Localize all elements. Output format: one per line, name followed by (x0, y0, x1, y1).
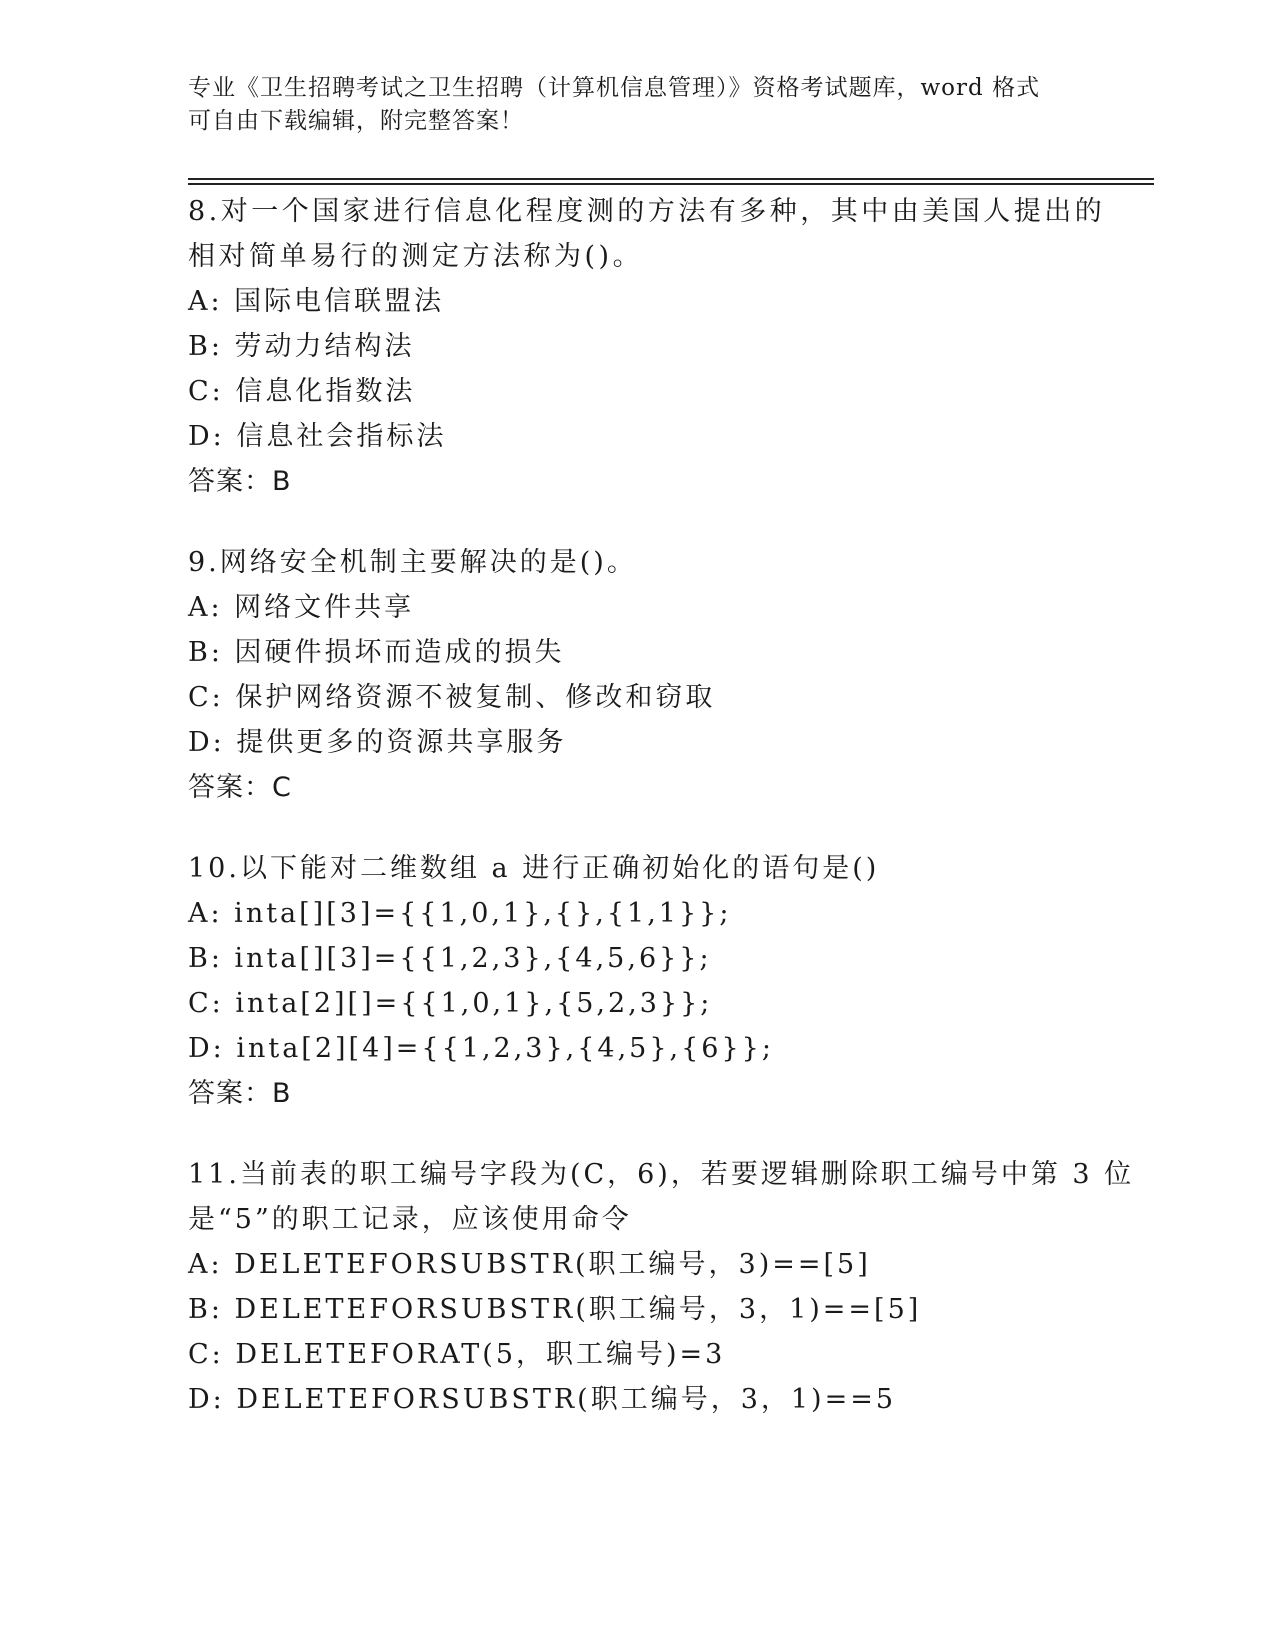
option-d: D: 信息社会指标法 (188, 421, 447, 452)
question-list (188, 189, 1148, 1458)
question-stem-line-1: 9.网络安全机制主要解决的是()。 (188, 547, 637, 578)
option-d: D: inta[2][4]={{1,2,3},{4,5},{6}}; (188, 1033, 774, 1064)
question-stem-line-2: 相对简单易行的测定方法称为()。 (188, 241, 644, 272)
answer-line: 答案：B (188, 466, 292, 497)
option-c: C: 信息化指数法 (188, 376, 416, 407)
answer-line: 答案：C (188, 772, 292, 803)
option-c: C: DELETEFORAT(5，职工编号)=3 (188, 1339, 726, 1370)
question-9 (188, 540, 1148, 810)
question-stem-line-1: 11.当前表的职工编号字段为(C，6)，若要逻辑删除职工编号中第 3 位 (188, 1159, 1135, 1190)
option-a: A: inta[][3]={{1,0,1},{},{1,1}}; (188, 898, 732, 929)
document-header (188, 72, 1088, 138)
answer-line: 答案：B (188, 1078, 292, 1109)
option-b: B: 劳动力结构法 (188, 331, 415, 362)
option-a: A: DELETEFORSUBSTR(职工编号，3)==[5] (188, 1249, 871, 1280)
question-stem-line-2: 是“5”的职工记录，应该使用命令 (188, 1204, 632, 1235)
question-10 (188, 846, 1148, 1116)
option-c: C: inta[2][]={{1,0,1},{5,2,3}}; (188, 988, 713, 1019)
option-a: A: 网络文件共享 (188, 592, 415, 623)
header-line-2: 可自由下载编辑，附完整答案！ (188, 108, 524, 134)
header-divider-top (188, 178, 1154, 180)
option-b: B: 因硬件损坏而造成的损失 (188, 637, 565, 668)
option-c: C: 保护网络资源不被复制、修改和窃取 (188, 682, 716, 713)
question-stem-line-1: 8.对一个国家进行信息化程度测的方法有多种，其中由美国人提出的 (188, 196, 1106, 227)
option-d: D: DELETEFORSUBSTR(职工编号，3，1)==5 (188, 1384, 897, 1415)
option-b: B: inta[][3]={{1,2,3},{4,5,6}}; (188, 943, 712, 974)
question-11 (188, 1152, 1148, 1422)
header-divider-bottom (188, 183, 1154, 185)
header-line-1: 专业《卫生招聘考试之卫生招聘（计算机信息管理）》资格考试题库，word 格式 (188, 75, 1041, 101)
option-b: B: DELETEFORSUBSTR(职工编号，3，1)==[5] (188, 1294, 922, 1325)
question-8 (188, 189, 1148, 504)
question-stem-line-1: 10.以下能对二维数组 a 进行正确初始化的语句是() (188, 853, 880, 884)
option-d: D: 提供更多的资源共享服务 (188, 727, 567, 758)
option-a: A: 国际电信联盟法 (188, 286, 445, 317)
